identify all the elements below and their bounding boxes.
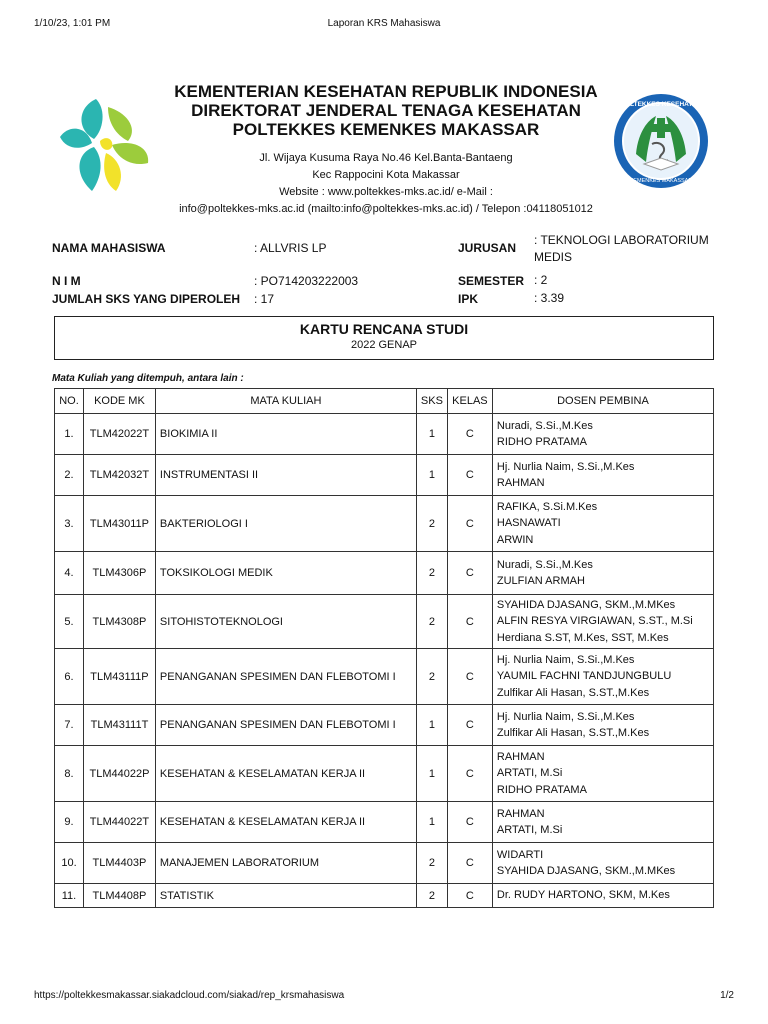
contact-line-1: Website : www.poltekkes-mks.ac.id/ e-Mail : [279,186,493,198]
table-row [55,414,714,455]
directorate-name: DIREKTORAT JENDERAL TENAGA KESEHATAN [191,101,581,120]
cell-sks: 1 [416,414,447,455]
institution-address [120,150,652,218]
dosen-name: Hj. Nurlia Naim, S.Si.,M.Kes [496,653,635,666]
header-kelas: KELAS [447,389,492,414]
cell-mata-kuliah: STATISTIK [155,884,416,908]
dosen-name: ARTATI, M.Si [496,824,563,836]
cell-kode-mk: TLM43111P [83,649,155,705]
cell-sks: 2 [416,595,447,649]
name-label: NAMA MAHASISWA [52,241,166,255]
krs-period: 2022 GENAP [350,339,418,351]
cell-sks: 1 [416,802,447,843]
dosen-name: RIDHO PRATAMA [496,783,587,796]
cell-kode-mk: TLM44022T [83,802,155,843]
cell-kode-mk: TLM4306P [83,552,155,595]
cell-dosen-pembina [492,746,713,802]
dosen-name: RAHMAN [496,477,545,489]
cell-dosen-pembina [492,843,713,884]
print-page-number: 1/2 [720,990,734,1001]
cell-kode-mk: TLM43011P [83,496,155,552]
jurusan-value: : TEKNOLOGI LABORATORIUM MEDIS [534,233,709,264]
table-row [55,802,714,843]
sks-label: JUMLAH SKS YANG DIPEROLEH [52,292,241,306]
dosen-name: Nuradi, S.Si.,M.Kes [496,419,593,432]
nim-label: N I M [52,274,81,288]
cell-no: 1. [55,414,84,455]
cell-dosen-pembina [492,595,713,649]
cell-mata-kuliah: KESEHATAN & KESELAMATAN KERJA II [155,802,416,843]
dosen-name: RIDHO PRATAMA [496,436,587,448]
cell-sks: 2 [416,843,447,884]
cell-no: 3. [55,496,84,552]
cell-kelas: C [447,843,492,884]
cell-sks: 1 [416,746,447,802]
ministry-name: KEMENTERIAN KESEHATAN REPUBLIK INDONESIA [174,82,598,101]
cell-mata-kuliah: PENANGANAN SPESIMEN DAN FLEBOTOMI I [155,705,416,746]
dosen-name: RAHMAN [496,750,545,763]
contact-line-2[interactable]: info@poltekkes-mks.ac.id (mailto:info@poltekkes-mks.ac.id) / Telepon :04118051012 [179,203,593,215]
table-row [55,843,714,884]
cell-no: 7. [55,705,84,746]
print-datetime: 1/10/23, 1:01 PM [34,18,111,29]
cell-dosen-pembina [492,802,713,843]
cell-sks: 2 [416,496,447,552]
header-kode-mk: KODE MK [83,389,155,414]
dosen-name: Hj. Nurlia Naim, S.Si.,M.Kes [496,460,635,473]
dosen-name: ALFIN RESYA VIRGIAWAN, S.ST., M.Si [496,615,693,628]
address-line-2: Kec Rappocini Kota Makassar [312,169,460,181]
cell-mata-kuliah: MANAJEMEN LABORATORIUM [155,843,416,884]
ipk-label: IPK [458,292,479,306]
cell-kelas: C [447,455,492,496]
jurusan-label: JURUSAN [458,241,517,255]
krs-title: KARTU RENCANA STUDI [299,321,469,337]
dosen-name: Zulfikar Ali Hasan, S.ST.,M.Kes [496,727,650,739]
cell-dosen-pembina [492,705,713,746]
header-dosen-pembina: DOSEN PEMBINA [492,389,713,414]
semester-value: : 2 [534,273,548,287]
table-row [55,496,714,552]
dosen-name: Hj. Nurlia Naim, S.Si.,M.Kes [496,710,635,723]
dosen-name: Zulfikar Ali Hasan, S.ST.,M.Kes [496,686,650,699]
school-name: POLTEKKES KEMENKES MAKASSAR [232,120,540,139]
cell-sks: 2 [416,552,447,595]
table-row [55,595,714,649]
table-row [55,552,714,595]
semester-label: SEMESTER [458,274,525,288]
cell-sks: 1 [416,455,447,496]
cell-kode-mk: TLM42022T [83,414,155,455]
cell-kelas: C [447,802,492,843]
cell-kode-mk: TLM43111T [83,705,155,746]
cell-kelas: C [447,414,492,455]
cell-kelas: C [447,552,492,595]
table-row [55,746,714,802]
print-url[interactable]: https://poltekkesmakassar.siakadcloud.com/siakad/rep_krsmahasiswa [34,990,345,1001]
course-table-body [55,414,714,908]
dosen-name: SYAHIDA DJASANG, SKM.,M.MKes [496,598,676,611]
info-row-sks [52,292,716,310]
table-row [55,455,714,496]
cell-mata-kuliah: TOKSIKOLOGI MEDIK [155,552,416,595]
cell-no: 2. [55,455,84,496]
institution-heading [160,82,612,139]
name-value: : ALLVRIS LP [254,241,327,255]
address-line-1: Jl. Wijaya Kusuma Raya No.46 Kel.Banta-Bantaeng [259,152,513,164]
dosen-name: SYAHIDA DJASANG, SKM.,M.MKes [496,865,676,877]
cell-dosen-pembina [492,884,713,908]
cell-dosen-pembina [492,455,713,496]
cell-kode-mk: TLM42032T [83,455,155,496]
cell-kelas: C [447,496,492,552]
dosen-name: Herdiana S.ST, M.Kes, SST, M.Kes [496,631,669,644]
dosen-name: WIDARTI [496,848,544,861]
table-row [55,705,714,746]
print-footer [34,990,734,1004]
cell-sks: 1 [416,705,447,746]
cell-sks: 2 [416,649,447,705]
print-header [34,18,734,32]
cell-mata-kuliah: PENANGANAN SPESIMEN DAN FLEBOTOMI I [155,649,416,705]
course-table [54,388,714,908]
dosen-name: YAUMIL FACHNI TANDJUNGBULU [496,670,672,683]
cell-sks: 2 [416,884,447,908]
cell-dosen-pembina [492,649,713,705]
sks-value: : 17 [254,292,275,306]
header-no: NO. [55,389,84,414]
dosen-name: ZULFIAN ARMAH [496,575,585,587]
cell-dosen-pembina [492,496,713,552]
cell-kode-mk: TLM4403P [83,843,155,884]
cell-kode-mk: TLM4408P [83,884,155,908]
dosen-name: Nuradi, S.Si.,M.Kes [496,558,593,571]
table-row [55,649,714,705]
cell-kelas: C [447,746,492,802]
seal-text-top: POLTEKKES KESEHATAN [620,101,702,108]
cell-mata-kuliah: BAKTERIOLOGI I [155,496,416,552]
print-title: Laporan KRS Mahasiswa [327,18,441,29]
cell-no: 4. [55,552,84,595]
table-header-row [55,389,714,414]
cell-kelas: C [447,649,492,705]
header-mata-kuliah: MATA KULIAH [155,389,416,414]
cell-no: 11. [55,884,84,908]
cell-kode-mk: TLM44022P [83,746,155,802]
cell-mata-kuliah: SITOHISTOTEKNOLOGI [155,595,416,649]
cell-no: 6. [55,649,84,705]
poltekkes-seal-logo [612,92,710,190]
dosen-name: RAHMAN [496,807,545,820]
table-row [55,884,714,908]
dosen-name: RAFIKA, S.Si.M.Kes [496,500,598,513]
cell-mata-kuliah: KESEHATAN & KESELAMATAN KERJA II [155,746,416,802]
info-row-name [52,232,716,274]
cell-no: 9. [55,802,84,843]
dosen-name: HASNAWATI [496,517,561,530]
dosen-name: Dr. RUDY HARTONO, SKM, M.Kes [496,889,670,902]
cell-mata-kuliah: INSTRUMENTASI II [155,455,416,496]
cell-no: 5. [55,595,84,649]
seal-text-bottom: KEMENKES MAKASSAR [629,178,693,184]
krs-title-box [54,316,714,360]
cell-kelas: C [447,595,492,649]
cell-kode-mk: TLM4308P [83,595,155,649]
cell-mata-kuliah: BIOKIMIA II [155,414,416,455]
cell-kelas: C [447,705,492,746]
cell-kelas: C [447,884,492,908]
cell-no: 10. [55,843,84,884]
cell-dosen-pembina [492,414,713,455]
header-sks: SKS [416,389,447,414]
ipk-value: : 3.39 [534,291,565,305]
dosen-name: ARTATI, M.Si [496,767,563,780]
student-info [52,232,716,310]
dosen-name: ARWIN [496,533,534,546]
cell-no: 8. [55,746,84,802]
nim-value: : PO714203222003 [254,274,359,288]
courses-note: Mata Kuliah yang ditempuh, antara lain : [52,373,244,384]
cell-dosen-pembina [492,552,713,595]
